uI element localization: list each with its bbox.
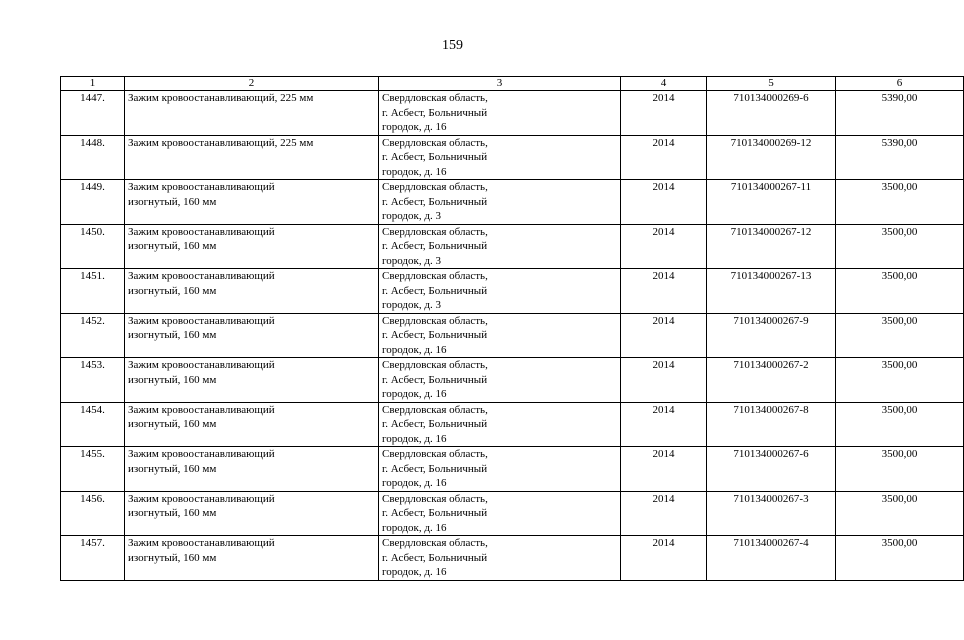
inventory-number-cell bbox=[707, 135, 836, 180]
year-cell bbox=[621, 269, 707, 314]
cost-cell bbox=[836, 491, 964, 536]
address-line: Свердловская область, bbox=[382, 314, 488, 327]
item-name-line: изогнутый, 160 мм bbox=[128, 329, 217, 341]
cost-value: 3500,00 bbox=[881, 270, 918, 282]
cost-value: 5390,00 bbox=[881, 136, 918, 149]
cost-cell bbox=[836, 313, 964, 358]
table-body bbox=[61, 91, 964, 581]
inventory-number-cell bbox=[707, 91, 836, 136]
address-line: городок, д. 16 bbox=[382, 432, 447, 445]
inventory-number: 710134000267-11 bbox=[730, 181, 812, 193]
year-value: 2014 bbox=[652, 181, 675, 193]
row-number-cell bbox=[61, 135, 125, 180]
table-row bbox=[61, 313, 964, 358]
inventory-number-cell bbox=[707, 269, 836, 314]
year-cell bbox=[621, 91, 707, 136]
item-name-line: изогнутый, 160 мм bbox=[128, 418, 217, 430]
inventory-number-cell bbox=[707, 358, 836, 403]
year-value: 2014 bbox=[652, 225, 675, 238]
address-cell bbox=[379, 180, 621, 225]
address-cell bbox=[379, 135, 621, 180]
item-name-line: Зажим кровоостанавливающий bbox=[128, 270, 275, 282]
year-value: 2014 bbox=[652, 314, 675, 327]
table-header bbox=[61, 77, 964, 91]
address-line: Свердловская область, bbox=[382, 359, 488, 371]
address-line: Свердловская область, bbox=[382, 492, 488, 505]
address-line: г. Асбест, Больничный bbox=[382, 240, 488, 252]
table-row bbox=[61, 224, 964, 269]
cost-value: 3500,00 bbox=[881, 181, 918, 193]
cost-cell bbox=[836, 91, 964, 136]
address-line: Свердловская область, bbox=[382, 225, 488, 238]
year-value: 2014 bbox=[652, 92, 675, 104]
address-cell bbox=[379, 402, 621, 447]
address-cell bbox=[379, 536, 621, 581]
header-row bbox=[61, 77, 964, 91]
cost-value: 3500,00 bbox=[881, 314, 918, 327]
item-name-cell bbox=[125, 491, 379, 536]
row-number-cell bbox=[61, 91, 125, 136]
inventory-number-cell bbox=[707, 180, 836, 225]
cost-cell bbox=[836, 447, 964, 492]
item-name-cell bbox=[125, 224, 379, 269]
table-row bbox=[61, 536, 964, 581]
address-line: Свердловская область, bbox=[382, 270, 488, 282]
year-value: 2014 bbox=[652, 270, 675, 282]
address-cell bbox=[379, 313, 621, 358]
address-cell bbox=[379, 269, 621, 314]
item-name-line: Зажим кровоостанавливающий bbox=[128, 448, 275, 460]
row-number-cell bbox=[61, 491, 125, 536]
table-row bbox=[61, 91, 964, 136]
address-line: городок, д. 16 bbox=[382, 521, 447, 534]
address-line: городок, д. 3 bbox=[382, 210, 441, 222]
row-number: 1450. bbox=[80, 225, 105, 238]
item-name-cell bbox=[125, 358, 379, 403]
item-name-line: изогнутый, 160 мм bbox=[128, 551, 217, 564]
year-cell bbox=[621, 491, 707, 536]
inventory-number: 710134000267-8 bbox=[733, 403, 809, 416]
row-number: 1455. bbox=[80, 448, 105, 460]
address-cell bbox=[379, 358, 621, 403]
inventory-table bbox=[60, 76, 964, 581]
inventory-number: 710134000269-12 bbox=[730, 136, 812, 149]
year-value: 2014 bbox=[652, 359, 675, 371]
address-line: г. Асбест, Больничный bbox=[382, 373, 488, 386]
address-line: городок, д. 3 bbox=[382, 254, 441, 267]
address-line: г. Асбест, Больничный bbox=[382, 151, 488, 163]
item-name-cell bbox=[125, 180, 379, 225]
address-line: Свердловская область, bbox=[382, 448, 488, 460]
item-name-line: Зажим кровоостанавливающий bbox=[128, 314, 275, 327]
table-row bbox=[61, 447, 964, 492]
item-name-line: изогнутый, 160 мм bbox=[128, 462, 217, 475]
year-cell bbox=[621, 224, 707, 269]
row-number: 1457. bbox=[80, 537, 105, 549]
year-cell bbox=[621, 313, 707, 358]
table-row bbox=[61, 180, 964, 225]
row-number-cell bbox=[61, 269, 125, 314]
item-name-cell bbox=[125, 313, 379, 358]
item-name-line: изогнутый, 160 мм bbox=[128, 284, 217, 297]
address-line: городок, д. 3 bbox=[382, 299, 441, 311]
address-line: г. Асбест, Больничный bbox=[382, 462, 488, 475]
inventory-number: 710134000267-13 bbox=[730, 270, 812, 282]
address-line: Свердловская область, bbox=[382, 537, 488, 549]
item-name-cell bbox=[125, 269, 379, 314]
inventory-number-cell bbox=[707, 491, 836, 536]
inventory-number-cell bbox=[707, 447, 836, 492]
address-line: г. Асбест, Больничный bbox=[382, 106, 488, 119]
item-name-line: изогнутый, 160 мм bbox=[128, 507, 217, 519]
inventory-number-cell bbox=[707, 536, 836, 581]
item-name-line: изогнутый, 160 мм bbox=[128, 195, 217, 208]
row-number: 1453. bbox=[80, 359, 105, 371]
year-cell bbox=[621, 447, 707, 492]
inventory-number: 710134000269-6 bbox=[733, 92, 809, 104]
column-header-6: 6 bbox=[836, 77, 964, 91]
inventory-number: 710134000267-4 bbox=[733, 537, 809, 549]
cost-value: 3500,00 bbox=[881, 403, 918, 416]
cost-value: 5390,00 bbox=[881, 92, 918, 104]
table-row bbox=[61, 402, 964, 447]
address-line: городок, д. 16 bbox=[382, 388, 447, 400]
address-cell bbox=[379, 447, 621, 492]
item-name-line: изогнутый, 160 мм bbox=[128, 240, 217, 252]
cost-cell bbox=[836, 358, 964, 403]
inventory-number: 710134000267-6 bbox=[733, 448, 809, 460]
cost-cell bbox=[836, 135, 964, 180]
row-number-cell bbox=[61, 180, 125, 225]
cost-value: 3500,00 bbox=[881, 448, 918, 460]
row-number: 1448. bbox=[80, 136, 105, 149]
address-cell bbox=[379, 224, 621, 269]
table-row bbox=[61, 135, 964, 180]
row-number: 1447. bbox=[80, 92, 105, 104]
cost-cell bbox=[836, 536, 964, 581]
inventory-number: 710134000267-9 bbox=[733, 314, 809, 327]
row-number-cell bbox=[61, 313, 125, 358]
cost-value: 3500,00 bbox=[881, 492, 918, 505]
address-line: г. Асбест, Больничный bbox=[382, 329, 488, 341]
address-line: городок, д. 16 bbox=[382, 566, 447, 578]
item-name-line: изогнутый, 160 мм bbox=[128, 373, 217, 386]
column-header-5: 5 bbox=[707, 77, 836, 91]
address-line: г. Асбест, Больничный bbox=[382, 507, 488, 519]
item-name-line: Зажим кровоостанавливающий bbox=[128, 537, 275, 549]
row-number-cell bbox=[61, 224, 125, 269]
row-number-cell bbox=[61, 536, 125, 581]
year-cell bbox=[621, 180, 707, 225]
row-number: 1451. bbox=[80, 270, 105, 282]
item-name-cell bbox=[125, 447, 379, 492]
column-header-1: 1 bbox=[61, 77, 125, 91]
table-row bbox=[61, 269, 964, 314]
row-number-cell bbox=[61, 358, 125, 403]
cost-value: 3500,00 bbox=[881, 537, 918, 549]
cost-cell bbox=[836, 269, 964, 314]
year-cell bbox=[621, 536, 707, 581]
item-name-cell bbox=[125, 402, 379, 447]
address-line: Свердловская область, bbox=[382, 92, 488, 104]
page-number: 159 bbox=[442, 38, 463, 53]
inventory-number: 710134000267-2 bbox=[733, 359, 809, 371]
item-name-line: Зажим кровоостанавливающий bbox=[128, 359, 275, 371]
item-name-line: Зажим кровоостанавливающий, 225 мм bbox=[128, 136, 314, 149]
address-line: г. Асбест, Больничный bbox=[382, 418, 488, 430]
row-number: 1452. bbox=[80, 314, 105, 327]
year-value: 2014 bbox=[652, 537, 675, 549]
row-number: 1456. bbox=[80, 492, 105, 505]
item-name-cell bbox=[125, 91, 379, 136]
item-name-cell bbox=[125, 536, 379, 581]
column-header-3: 3 bbox=[379, 77, 621, 91]
item-name-line: Зажим кровоостанавливающий bbox=[128, 403, 275, 416]
address-line: Свердловская область, bbox=[382, 181, 488, 193]
row-number: 1454. bbox=[80, 403, 105, 416]
item-name-line: Зажим кровоостанавливающий bbox=[128, 225, 275, 238]
address-line: городок, д. 16 bbox=[382, 343, 447, 356]
address-line: городок, д. 16 bbox=[382, 477, 447, 489]
cost-value: 3500,00 bbox=[881, 359, 918, 371]
year-cell bbox=[621, 402, 707, 447]
inventory-number: 710134000267-12 bbox=[730, 225, 812, 238]
inventory-number-cell bbox=[707, 224, 836, 269]
cost-cell bbox=[836, 224, 964, 269]
table-row bbox=[61, 491, 964, 536]
cost-cell bbox=[836, 180, 964, 225]
table-row bbox=[61, 358, 964, 403]
item-name-line: Зажим кровоостанавливающий, 225 мм bbox=[128, 92, 314, 104]
row-number-cell bbox=[61, 447, 125, 492]
year-value: 2014 bbox=[652, 403, 675, 416]
inventory-number-cell bbox=[707, 402, 836, 447]
column-header-4: 4 bbox=[621, 77, 707, 91]
item-name-line: Зажим кровоостанавливающий bbox=[128, 492, 275, 505]
address-line: г. Асбест, Больничный bbox=[382, 551, 488, 564]
address-line: г. Асбест, Больничный bbox=[382, 195, 488, 208]
year-value: 2014 bbox=[652, 448, 675, 460]
row-number-cell bbox=[61, 402, 125, 447]
year-value: 2014 bbox=[652, 492, 675, 505]
address-line: г. Асбест, Больничный bbox=[382, 284, 488, 297]
item-name-cell bbox=[125, 135, 379, 180]
item-name-line: Зажим кровоостанавливающий bbox=[128, 181, 275, 193]
year-value: 2014 bbox=[652, 136, 675, 149]
address-cell bbox=[379, 91, 621, 136]
cost-cell bbox=[836, 402, 964, 447]
address-line: Свердловская область, bbox=[382, 136, 488, 149]
row-number: 1449. bbox=[80, 181, 105, 193]
address-line: городок, д. 16 bbox=[382, 121, 447, 133]
address-line: Свердловская область, bbox=[382, 403, 488, 416]
year-cell bbox=[621, 358, 707, 403]
year-cell bbox=[621, 135, 707, 180]
column-header-2: 2 bbox=[125, 77, 379, 91]
address-line: городок, д. 16 bbox=[382, 165, 447, 178]
cost-value: 3500,00 bbox=[881, 225, 918, 238]
inventory-number-cell bbox=[707, 313, 836, 358]
inventory-number: 710134000267-3 bbox=[733, 492, 809, 505]
address-cell bbox=[379, 491, 621, 536]
